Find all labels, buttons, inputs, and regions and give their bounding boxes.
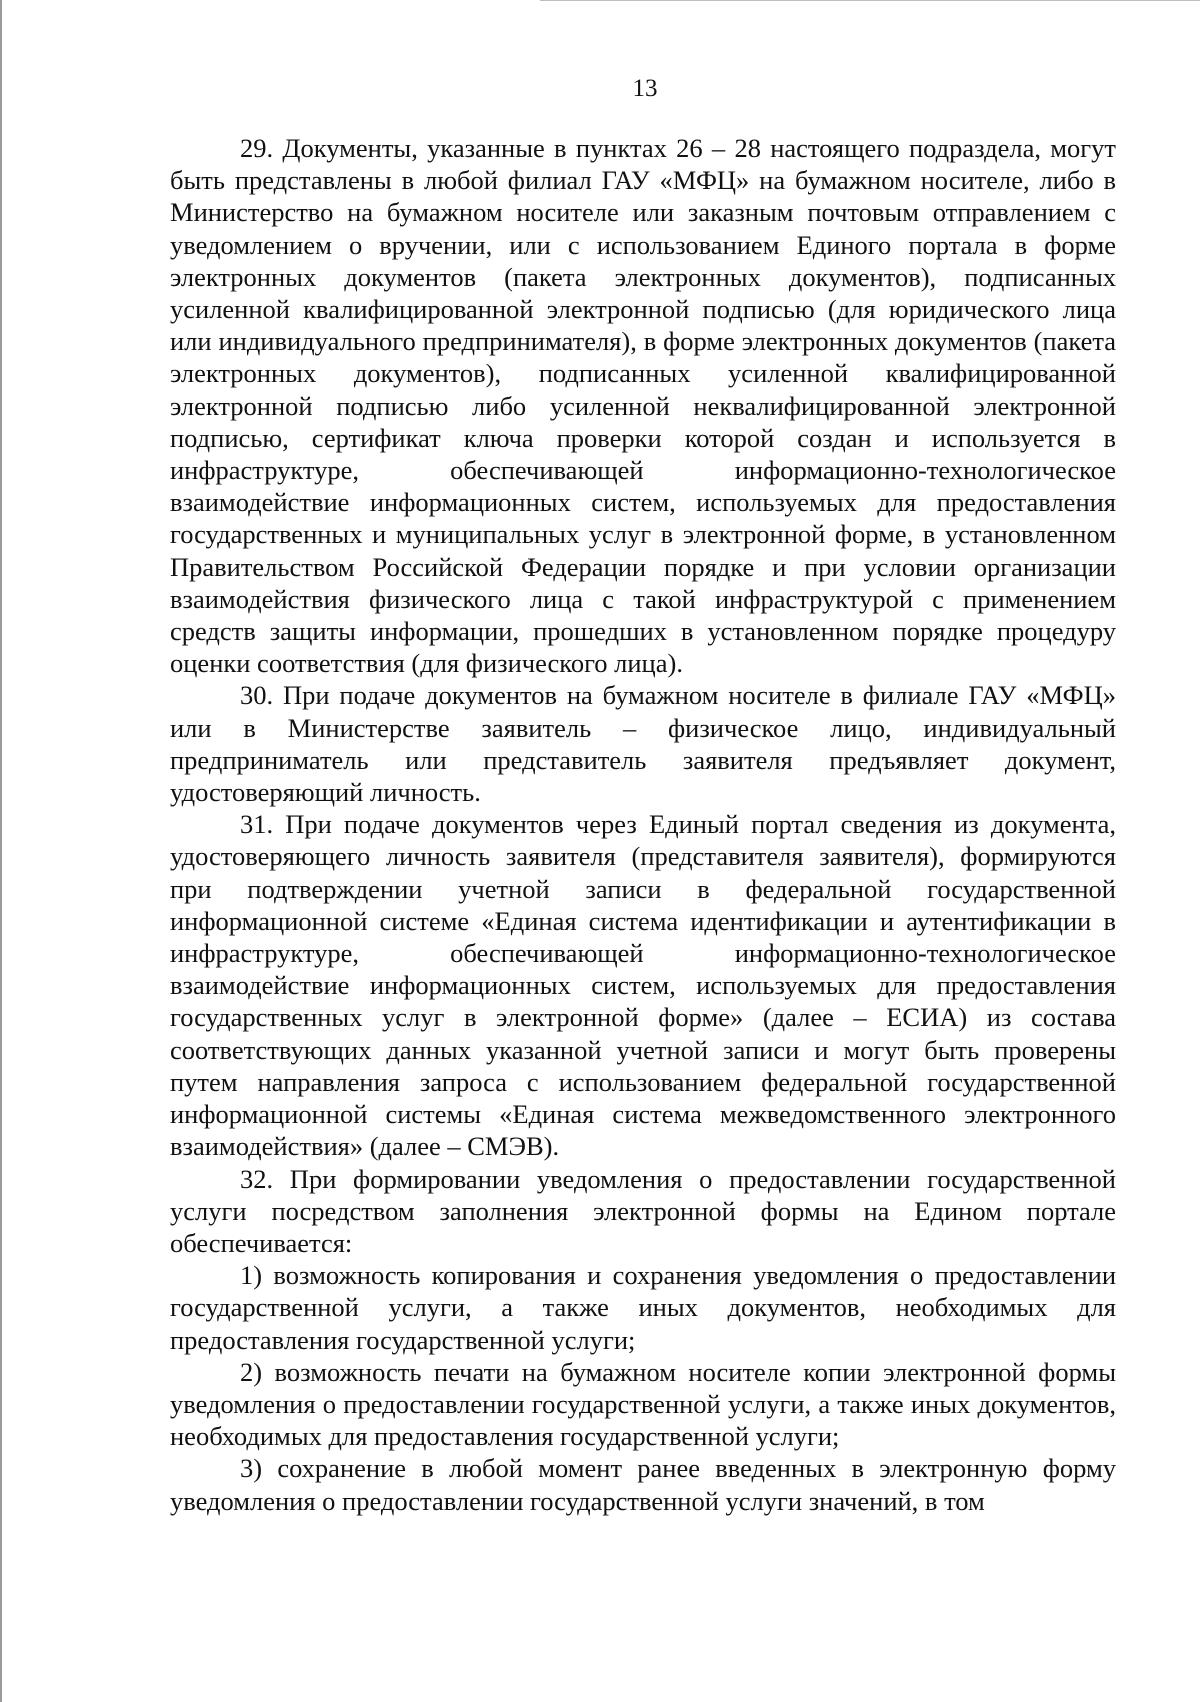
page-number: 13: [632, 75, 658, 102]
document-body: [170, 132, 1116, 1517]
paragraph-31: 31. При подаче документов через Единый портал сведения из документа, удостоверяющего личность заявителя (представителя заявителя), формируются при подтверждении учетной записи в федеральной государственной информационной системе «Единая система идентификации и аутентификации в инфраструктуре, обеспечивающей информационно-технологическое взаимодействие информационных систем, используемых для предоставления государственных услуг в электронной форме» (далее – ЕСИА) из состава соответствующих данных указанной учетной записи и могут быть проверены путем направления запроса с использованием федеральной государственной информационной системы «Единая система межведомственного электронного взаимодействия» (далее – СМЭВ).: [170, 809, 1116, 1162]
paragraph-29: 29. Документы, указанные в пунктах 26 – 28 настоящего подраздела, могут быть представлены в любой филиал ГАУ «МФЦ» на бумажном носителе, либо в Министерство на бумажном носителе или заказным почтовым отправлением с уведомлением о вручении, или с использованием Единого портала в форме электронных документов (пакета электронных документов), подписанных усиленной квалифицированной электронной подписью (для юридического лица или индивидуального предпринимателя), в форме электронных документов (пакета электронных документов), подписанных усиленной квалифицированной электронной подписью либо усиленной неквалифицированной электронной подписью, сертификат ключа проверки которой создан и используется в инфраструктуре, обеспечивающей информационно-технологическое взаимодействие информационных систем, используемых для предоставления государственных и муниципальных услуг в электронной форме, в установленном Правительством Российской Федерации порядке и при условии организации взаимодействия физического лица с такой инфраструктурой с применением средств защиты информации, прошедших в установленном порядке процедуру оценки соответствия (для физического лица).: [170, 133, 1116, 679]
list-item-1: 1) возможность копирования и сохранения уведомления о предоставлении государственной услуги, а также иных документов, необходимых для предоставления государственной услуги;: [170, 1260, 1116, 1355]
list-item-3: 3) сохранение в любой момент ранее введенных в электронную форму уведомления о предоставлении государственной услуги значений, в том: [170, 1453, 1116, 1516]
scan-left-edge: [0, 0, 2, 1702]
scan-top-edge: [540, 0, 1200, 1]
paragraph-32: 32. При формировании уведомления о предоставлении государственной услуги посредством заполнения электронной формы на Едином портале обеспечивается:: [170, 1163, 1116, 1258]
paragraph-30: 30. При подаче документов на бумажном носителе в филиале ГАУ «МФЦ» или в Министерстве заявитель – физическое лицо, индивидуальный предприниматель или представитель заявителя предъявляет документ, удостоверяющий личность.: [170, 680, 1116, 808]
list-item-2: 2) возможность печати на бумажном носителе копии электронной формы уведомления о предоставлении государственной услуги, а также иных документов, необходимых для предоставления государственной услуги;: [170, 1356, 1116, 1452]
